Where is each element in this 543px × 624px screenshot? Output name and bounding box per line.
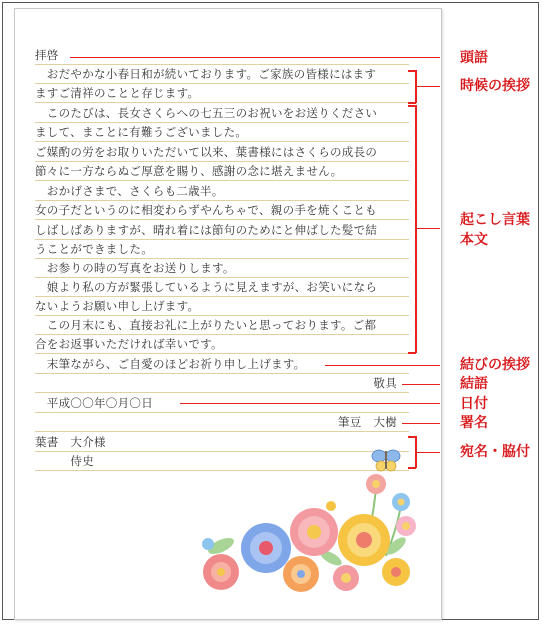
letter-line: 合をお返事いただければ幸いです。	[35, 335, 409, 354]
label-closing-greeting: 結びの挨拶	[460, 357, 530, 373]
leader-date	[180, 403, 440, 404]
letter-line: ますご清祥のことと存じます。	[35, 84, 409, 103]
leader-body	[416, 228, 440, 229]
letter-line-date: 平成〇〇年〇月〇日	[35, 394, 409, 413]
letter-line: うことができました。	[35, 240, 409, 259]
letter-line: まして、まことに有難うございました。	[35, 123, 409, 142]
letter-line: 節々に一方ならぬご厚意を賜り、感謝の念に堪えません。	[35, 162, 409, 181]
bracket-body-top	[408, 105, 416, 107]
label-opening-words: 起こし言葉	[460, 212, 530, 228]
letter-line: ないようお願い申し上げます。	[35, 297, 409, 316]
leader-closing-greeting	[325, 365, 440, 366]
label-greeting-word: 頭語	[460, 50, 488, 66]
flower-illustration	[196, 446, 418, 592]
letter-line: 娘より私の方が緊張しているように見えますが、お笑いになら	[35, 278, 409, 297]
letter-line: しばしばありますが、晴れ着には節句のためにと伸ばした髪で結	[35, 221, 409, 240]
letter-line-honorific: 侍史	[35, 452, 409, 471]
letter-line: おかげさまで、さくらも二歳半。	[35, 182, 409, 201]
label-signature: 署名	[460, 415, 488, 431]
butterfly-icon	[372, 450, 400, 471]
label-body: 本文	[460, 232, 488, 248]
bracket-addressee-top	[408, 436, 416, 438]
letter-line-opening-word: 拝啓	[35, 46, 409, 65]
letter-line: ご媒酌の労をお取りいただいて以来、葉書様にはさくらの成長の	[35, 143, 409, 162]
leader-greeting-word	[70, 57, 440, 58]
label-addressee: 宛名・脇付	[460, 444, 530, 460]
letter-line-closing-greeting: 末筆ながら、ご自愛のほどお祈り申し上げます。	[35, 355, 409, 374]
label-date: 日付	[460, 396, 488, 412]
bracket-body	[415, 105, 417, 353]
leader-signature	[402, 423, 440, 424]
letter-line: おだやかな小春日和が続いております。ご家族の皆様にはます	[35, 65, 409, 84]
letter-line: お参りの時の写真をお送りします。	[35, 259, 409, 278]
label-seasonal-greeting: 時候の挨拶	[460, 78, 530, 94]
bracket-seasonal-top	[408, 70, 416, 72]
leader-addressee	[416, 452, 440, 453]
letter-line: この月末にも、直接お礼に上がりたいと思っております。ご都	[35, 316, 409, 335]
label-closing-word: 結語	[460, 376, 488, 392]
letter-line: このたびは、長女さくらへの七五三のお祝いをお送りください	[35, 104, 409, 123]
letter-line-signature: 筆豆 大樹	[35, 413, 409, 432]
bracket-body-bottom	[408, 352, 416, 354]
leader-closing-word	[402, 384, 440, 385]
letter-line-closing-word: 敬具	[35, 374, 409, 393]
letter-line: 女の子だというのに相変わらずやんちゃで、親の手を焼くことも	[35, 201, 409, 220]
leader-seasonal	[416, 86, 440, 87]
letter-line-addressee: 葉書 大介様	[35, 433, 409, 452]
bracket-seasonal-bottom	[408, 102, 416, 104]
